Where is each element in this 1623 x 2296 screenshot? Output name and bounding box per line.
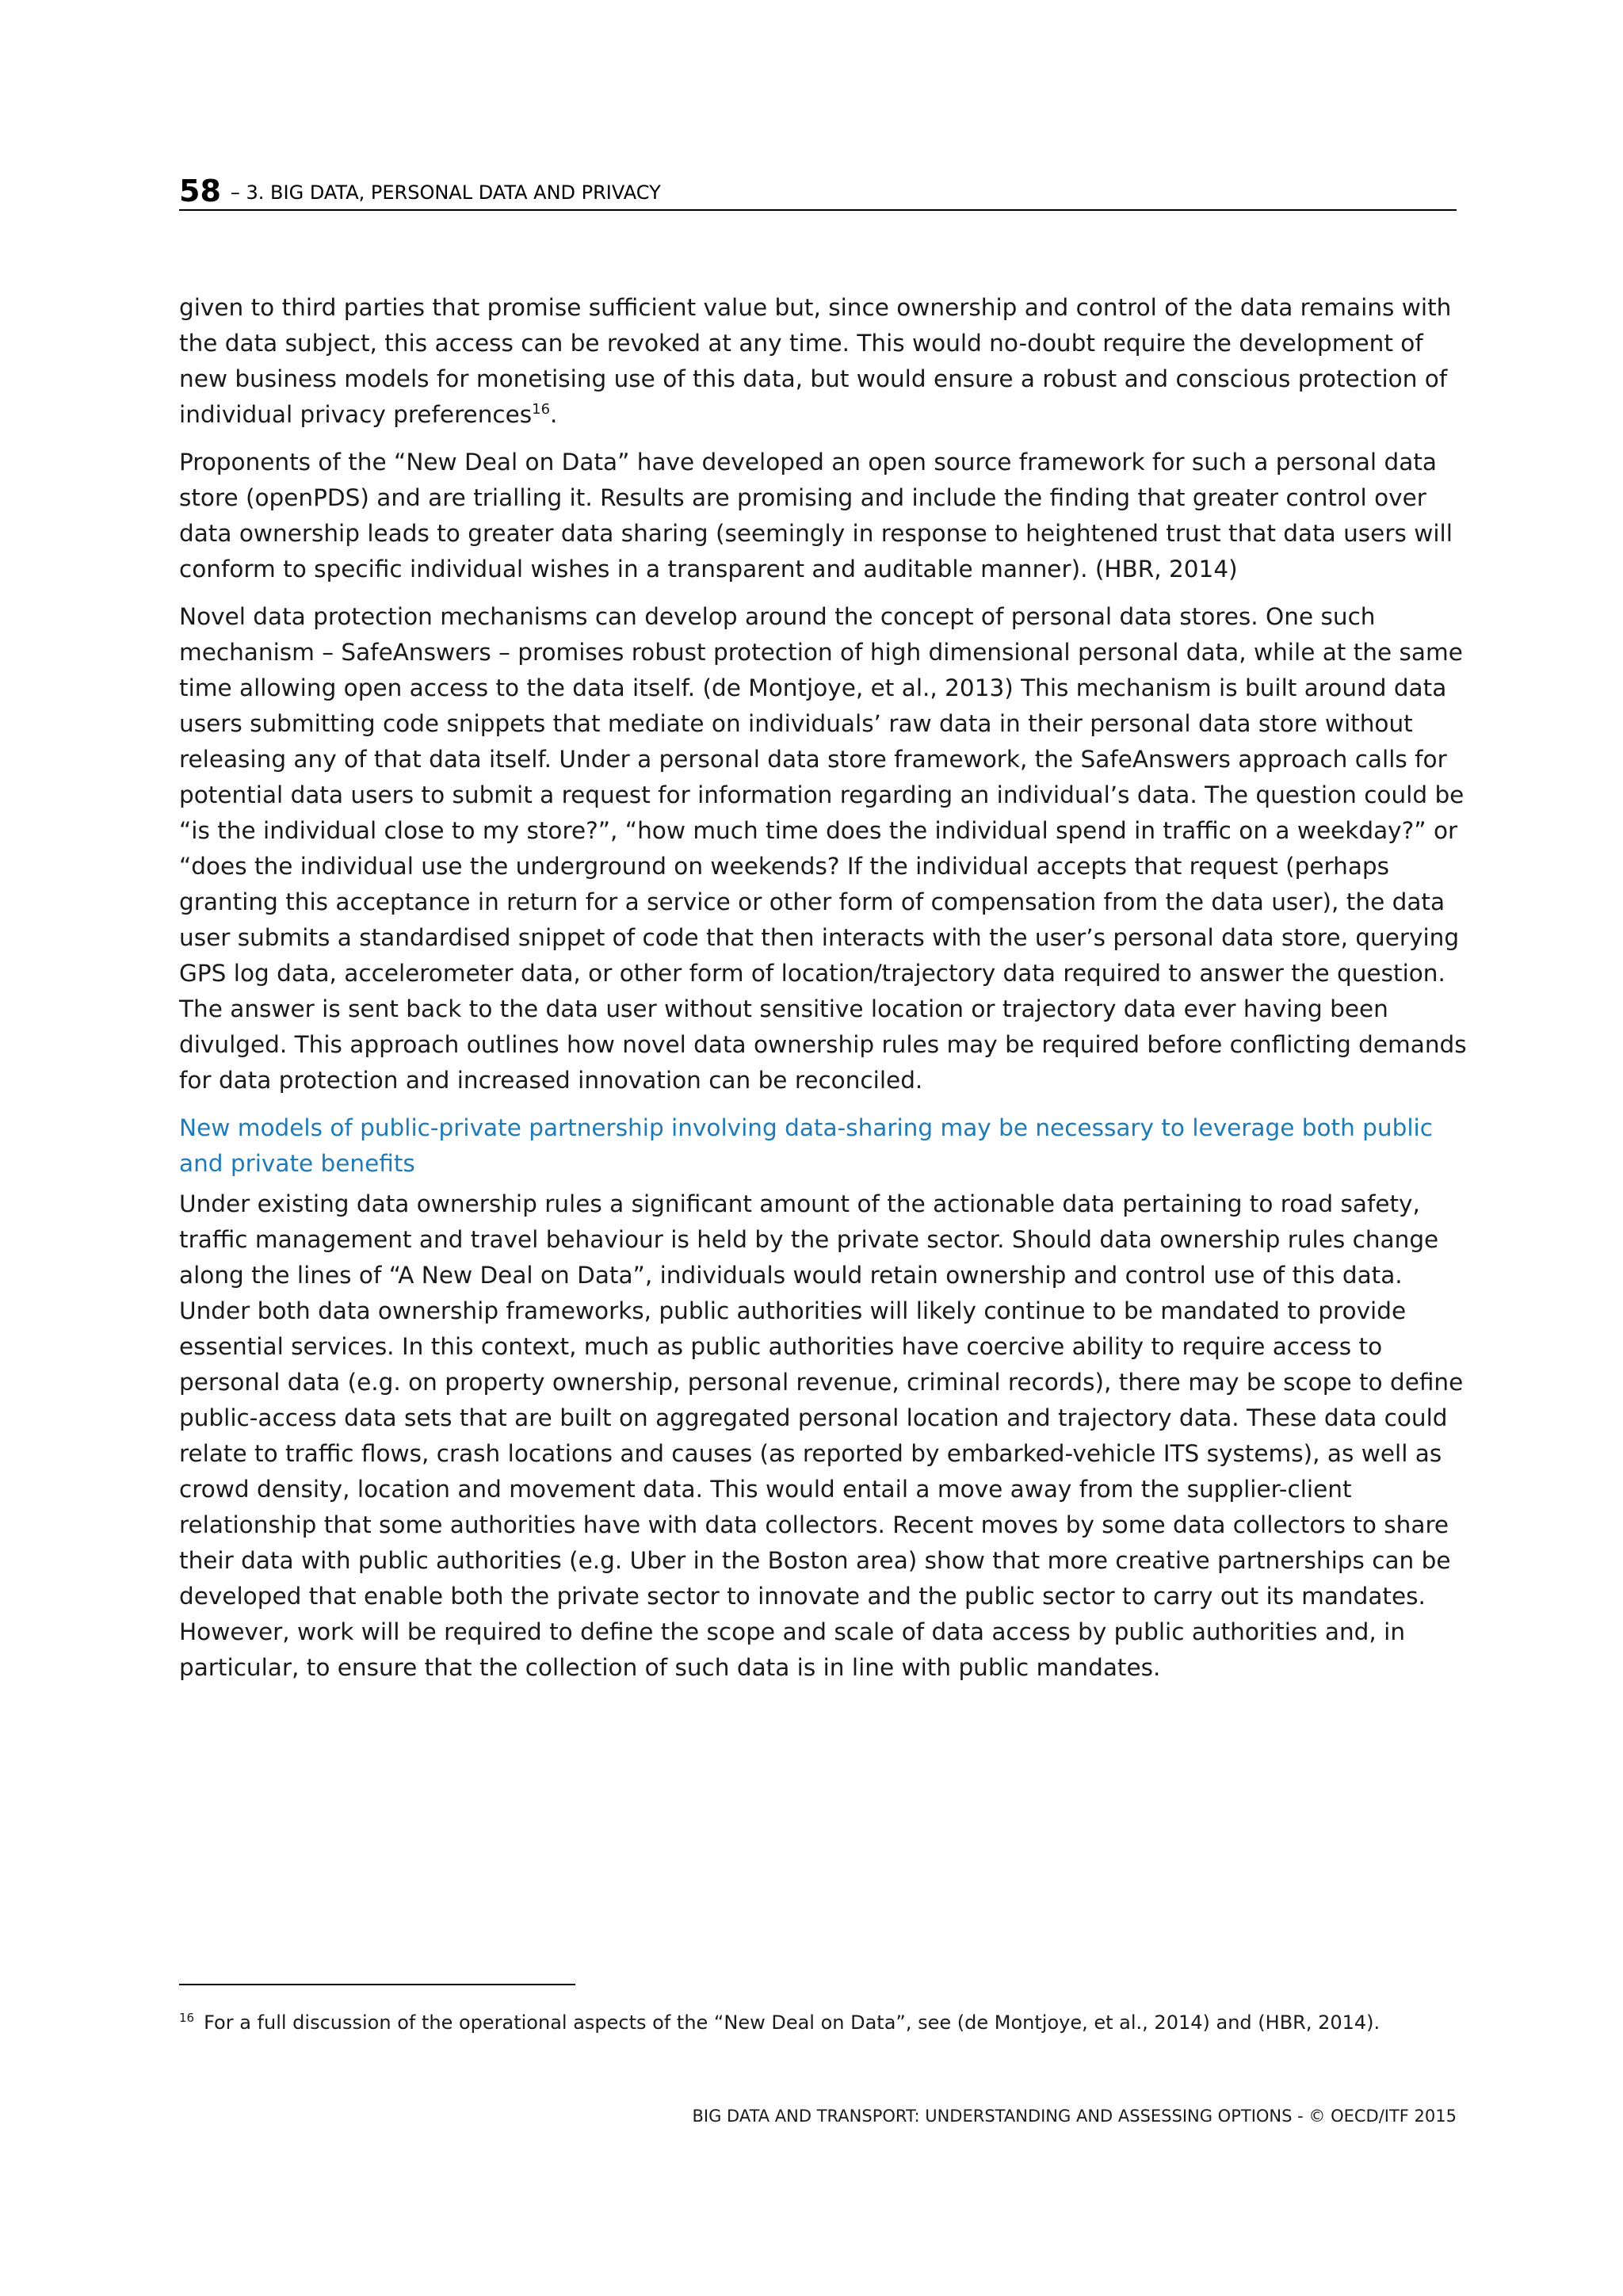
footnote-number: 16 [179, 2011, 195, 2025]
paragraph-1-end: . [550, 401, 558, 428]
paragraph-2: Proponents of the “New Deal on Data” have developed an open source framework for such a personal data store (openPDS) and are trialling it. Results are promising and include the finding that greater control over data ownership leads to greater data sharing (seemingly in response to heightened trust that data users will conform to specific individual wishes in a transparent and auditable manner). (HBR, 2014) [179, 449, 1453, 583]
paragraph-3: Novel data protection mechanisms can develop around the concept of personal data stores. One such mechanism – SafeAnswers – promises robust protection of high dimensional personal data, while at the same time allowing open access to the data itself. (de Montjoye, et al., 2013) This mechanism is built around data users submitting code snippets that mediate on individuals’ raw data in their personal data store without releasing any of that data itself. Under a personal data store framework, the SafeAnswers approach calls for potential data users to submit a request for information regarding an individual’s data. The question could be “is the individual close to my store?”, “how much time does the individual spend in traffic on a weekday?” or “does the individual use the underground on weekends? If the individual accepts that request (perhaps granting this acceptance in return for a service or other form of compensation from the data user), the data user submits a standardised snippet of code that then interacts with the user’s personal data store, querying GPS log data, accelerometer data, or other form of location/trajectory data required to answer the question. The answer is sent back to the data user without sensitive location or trajectory data ever having been divulged. This approach outlines how novel data ownership rules may be required before conflicting demands for data protection and increased innovation can be reconciled. [179, 603, 1467, 1094]
paragraph-1-text: given to third parties that promise sufficient value but, since ownership and control of the data remains with the data subject, this access can be revoked at any time. This would no-doubt require the development of new business models for monetising use of this data, but would ensure a robust and conscious protection of individual privacy preferences [179, 294, 1452, 428]
paragraph-1 [179, 290, 1467, 433]
running-head: – 3. BIG DATA, PERSONAL DATA AND PRIVACY [230, 181, 661, 204]
body-text [179, 290, 1467, 1698]
footnote-divider [179, 1984, 575, 1985]
footnote-text: For a full discussion of the operational aspects of the “New Deal on Data”, see (de Montjoye, et al., 2014) and (HBR, 2014). [204, 2011, 1381, 2034]
section-heading: New models of public-private partnership involving data-sharing may be necessary to leverage both public and private benefits [179, 1114, 1433, 1177]
paragraph-4: Under existing data ownership rules a significant amount of the actionable data pertaining to road safety, traffic management and travel behaviour is held by the private sector. Should data ownership rules change along the lines of “A New Deal on Data”, individuals would retain ownership and control use of this data. Under both data ownership frameworks, public authorities will likely continue to be mandated to provide essential services. In this context, much as public authorities have coercive ability to require access to personal data (e.g. on property ownership, personal revenue, criminal records), there may be scope to define public-access data sets that are built on aggregated personal location and trajectory data. These data could relate to traffic flows, crash locations and causes (as reported by embarked-vehicle ITS systems), as well as crowd density, location and movement data. This would entail a move away from the supplier-client relationship that some authorities have with data collectors. Recent moves by some data collectors to share their data with public authorities (e.g. Uber in the Boston area) show that more creative partnerships can be developed that enable both the private sector to innovate and the public sector to carry out its mandates. However, work will be required to define the scope and scale of data access by public authorities and, in particular, to ensure that the collection of such data is in line with public mandates. [179, 1190, 1464, 1681]
page-number: 58 [179, 174, 221, 208]
page-footer: BIG DATA AND TRANSPORT: UNDERSTANDING AND ASSESSING OPTIONS - © OECD/ITF 2015 [692, 2107, 1457, 2126]
footnote [179, 2010, 1463, 2035]
footnote-ref-16[interactable]: 16 [532, 401, 551, 418]
page-header [179, 170, 1457, 211]
